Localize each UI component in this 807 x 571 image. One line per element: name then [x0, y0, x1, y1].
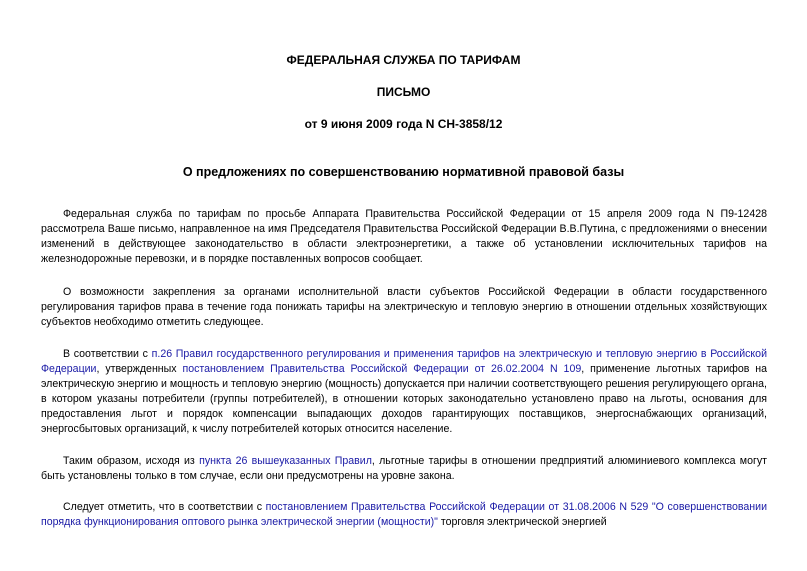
- paragraph-5-text-1: Следует отметить, что в соответствии с: [63, 501, 266, 513]
- document-type: ПИСЬМО: [376, 85, 431, 99]
- agency-title: ФЕДЕРАЛЬНАЯ СЛУЖБА ПО ТАРИФАМ: [286, 53, 521, 67]
- link-resolution-529[interactable]: постановлением Правительства Российской Федерации от 31.08.2006 N 529 "О совершенствовании порядка функционирования оптового рынка электрической энергии (мощности)": [41, 501, 767, 528]
- paragraph-4-text-2: , льготные тарифы в отношении предприятий алюминиевого комплекса могут быть установлены только в том случае, если они предусмотрены на уровне закона.: [41, 455, 767, 482]
- link-item-26-rules[interactable]: пункта 26 вышеуказанных Правил: [199, 455, 372, 467]
- document-subject: О предложениях по совершенствованию нормативной правовой базы: [182, 165, 625, 179]
- link-resolution-109[interactable]: постановлением Правительства Российской Федерации от 26.02.2004 N 109: [182, 363, 582, 375]
- paragraph-4-text-1: Таким образом, исходя из: [63, 455, 200, 467]
- link-rules-item-26[interactable]: п.26 Правил государственного регулирования и применения тарифов на электрическую и тепловую энергию в Российской Федерации: [41, 348, 767, 375]
- paragraph-1: Федеральная служба по тарифам по просьбе Аппарата Правительства Российской Федерации от 15 апреля 2009 года N П9-12428 рассмотрела Ваше письмо, направленное на имя Председателя Правительства Российской Федерации В.В.Путина, с предложениями о внесении изменений в действующее законодательство в области электроэнергетики, а также об установлении исключительных тарифов на железнодорожные перевозки, и в порядке поставленных вопросов сообщает.: [41, 208, 767, 265]
- paragraph-5-text-2: торговля электрической энергией: [437, 516, 607, 528]
- paragraph-2: О возможности закрепления за органами исполнительной власти субъектов Российской Федерации в области государственного регулирования тарифов права в течение года понижать тарифы на электрическую и тепловую энергию в отношении отдельных хозяйствующих субъектов необходимо отметить следующее.: [41, 286, 767, 328]
- paragraph-3-text-1: В соответствии с: [63, 348, 152, 360]
- paragraph-3-text-3: , применение льготных тарифов на электрическую энергию и мощность и тепловую энергию (мощность) допускается при наличии соответствующего решения регулирующего органа, в котором указаны потребители (группы потребителей), в отношении которых законодательно установлено право на льготы, основания для предоставления льгот и порядок компенсации выпадающих доходов гарантирующих поставщиков, энергоснабжающих организаций, энергосбытовых организаций, к числу потребителей которых относится население.: [41, 363, 768, 435]
- paragraph-4: [41, 454, 767, 484]
- document-date-number: от 9 июня 2009 года N СН-3858/12: [304, 117, 503, 131]
- paragraph-3-text-2: , утвержденных: [96, 363, 183, 375]
- paragraph-5: [41, 500, 767, 530]
- paragraph-3: [41, 347, 767, 437]
